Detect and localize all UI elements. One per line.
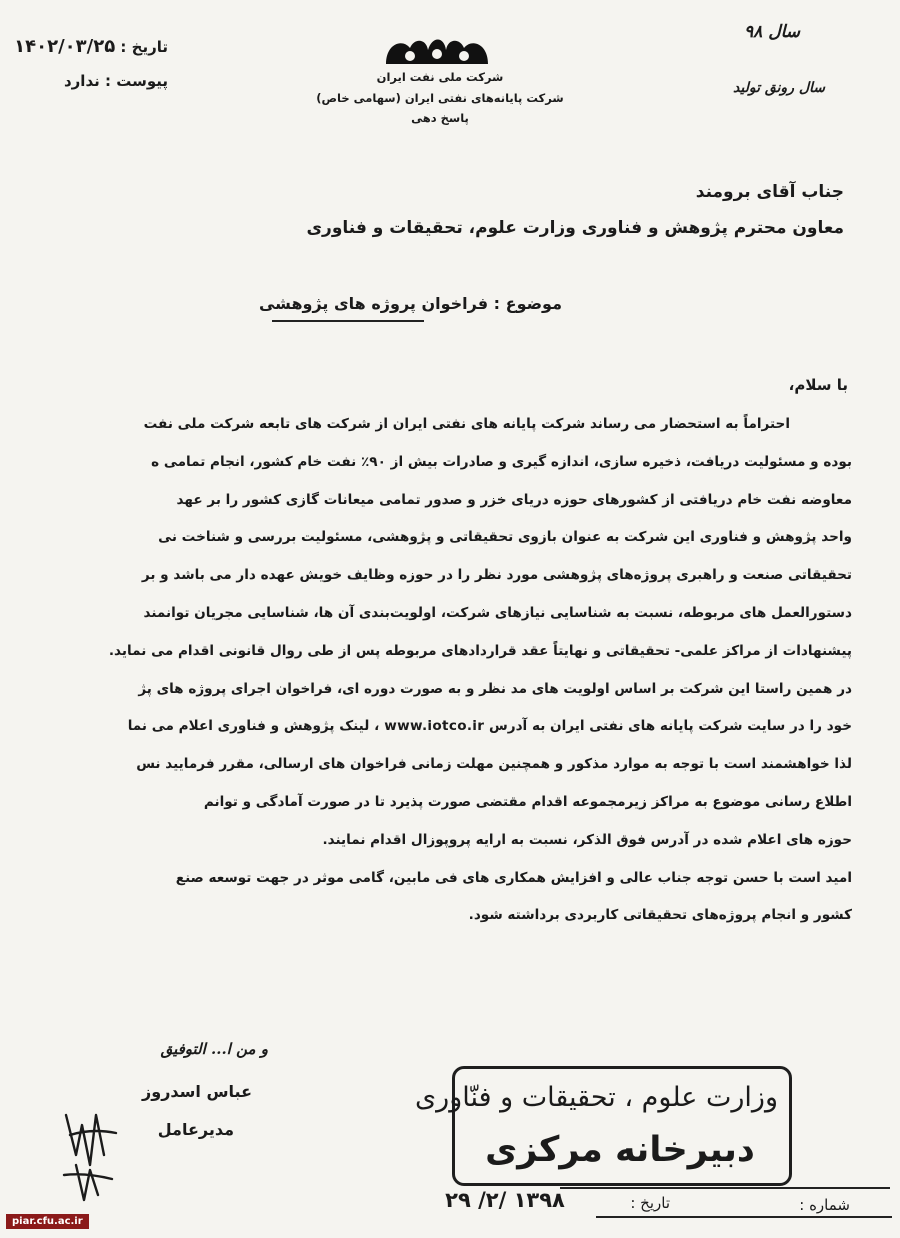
- attachment-row: [38, 72, 168, 90]
- stamp-ministry: وزارت علوم ، تحقیقات و فنّاوری: [415, 1082, 778, 1113]
- body-line: امید است با حسن توجه جناب عالی و افزایش همکاری های فی مابین، گامی موثر در جهت توسعه صنع: [175, 869, 852, 886]
- attachment-value: ندارد: [63, 72, 100, 90]
- date-label: تاریخ :: [120, 38, 168, 56]
- body-line: واحد پژوهش و فناوری این شرکت به عنوان بازوی تحقیقاتی و پژوهشی، مسئولیت بررسی و شناخت نی: [158, 529, 852, 546]
- date-value: ۱۴۰۲/۰۳/۲۵: [14, 36, 116, 57]
- stamp-divider: [560, 1187, 890, 1189]
- signature-title: مدیرعامل: [157, 1120, 234, 1139]
- body-line: خود را در سایت شرکت پایانه های نفتی ایران به آدرس www.iotco.ir ، لینک پژوهش و فناوری اعلام می نما: [127, 718, 852, 735]
- body-line: لذا خواهشمند است با توجه به موارد مذکور و همچنین مهلت زمانی فراخوان های ارسالی، مقرر فرمایید نس: [136, 756, 852, 773]
- body-line: احتراماً به استحضار می رساند شرکت پایانه های نفتی ایران از شرکت های تابعه شرکت ملی نفت: [143, 416, 790, 432]
- body-line: معاوضه نفت خام دریافتی از کشورهای حوزه دریای خزر و صدور تمامی میعانات گازی کشور را بر عهد: [176, 491, 852, 508]
- stamp-office: دبیرخانه مرکزی: [485, 1130, 755, 1170]
- company-sub: شرکت پایانه‌های نفتی ایران (سهامی خاص): [316, 91, 564, 105]
- stamp-date-value: ۱۳۹۸ /۲/ ۲۹: [445, 1188, 565, 1212]
- body-line: اطلاع رسانی موضوع به مراکز زیرمجموعه اقدام مقتضی صورت پذیرد تا در صورت آمادگی و توانم: [203, 793, 852, 810]
- handwritten-signature-icon: [56, 1095, 126, 1205]
- attachment-label: پیوست :: [104, 72, 168, 90]
- source-badge: piar.cfu.ac.ir: [6, 1214, 89, 1229]
- body-line: دستورالعمل های مربوطه، نسبت به شناسایی نیازهای شرکت، اولویت‌بندی آن ها، شناسایی مجریان توانمند: [143, 604, 852, 621]
- stamp-number-label: شماره :: [799, 1196, 850, 1214]
- handwritten-year: سال ۹۸: [744, 22, 800, 42]
- signature-closing: و من ا... التوفیق: [160, 1040, 268, 1058]
- subject: موضوع : فراخوان پروژه های پژوهشی: [258, 294, 562, 313]
- body-line: کشور و انجام پروژه‌های تحقیقاتی کاربردی برداشته شود.: [468, 907, 852, 924]
- body-line: پیشنهادات از مراکز علمی- تحقیقاتی و نهایتاً عقد قراردادهای مربوطه پس از طی روال قانونی اقدام می نماید.: [108, 642, 852, 659]
- stamp-date-label: تاریخ :: [630, 1194, 670, 1212]
- date-row: [14, 36, 168, 57]
- body-line: بوده و مسئولیت دریافت، ذخیره سازی، اندازه گیری و صادرات بیش از ۹۰٪ نفت خام کشور، انجام تمامی ه: [151, 453, 852, 470]
- signature-name: عباس اسدروز: [142, 1082, 252, 1101]
- body-line: تحقیقاتی صنعت و راهبری پروژه‌های پژوهشی مورد نظر را در حوزه وظایف خویش عهده دار می باشد و بر: [141, 567, 852, 584]
- company-name: شرکت ملی نفت ایران: [376, 70, 504, 84]
- company-sub2: پاسخ دهی: [411, 111, 469, 125]
- addressee-title: معاون محترم پژوهش و فناوری وزارت علوم، تحقیقات و فناوری: [306, 218, 844, 238]
- addressee-name: جناب آقای برومند: [695, 182, 844, 202]
- company-logo-icon: [382, 34, 492, 68]
- handwritten-slogan: سال رونق تولید: [733, 80, 825, 96]
- subject-underline: [272, 320, 424, 322]
- stamp-bottom-line: [596, 1216, 892, 1218]
- letter-body: [40, 406, 852, 935]
- body-line: حوزه های اعلام شده در آدرس فوق الذکر، نسبت به ارایه پروپوزال اقدام نمایند.: [322, 831, 852, 848]
- body-line: در همین راستا این شرکت بر اساس اولویت های مد نظر و به صورت دوره ای، فراخوان اجرای پروژه های پژ: [138, 680, 852, 697]
- greeting: با سلام،: [788, 376, 848, 394]
